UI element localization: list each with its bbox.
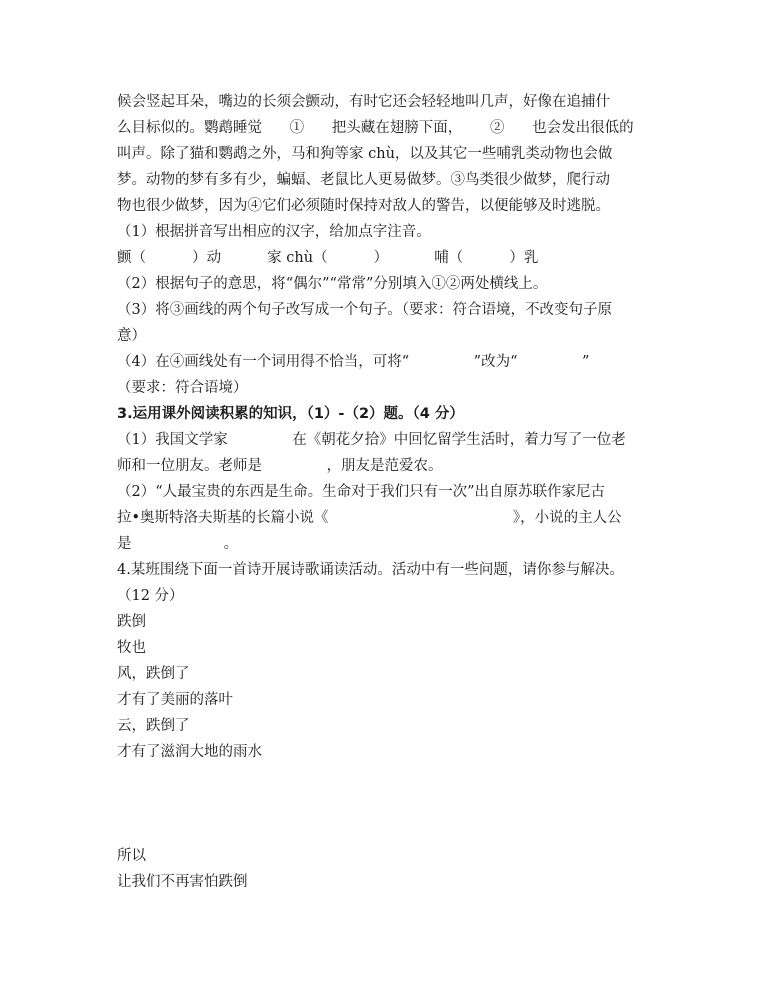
q3-sub2-line2: 拉•奥斯特洛夫斯基的长篇小说《 》，小说的主人公: [117, 510, 622, 526]
q2-sub3-prompt-line1: （3）将③画线的两个句子改写成一个句子。（要求：符合语境，不改变句子原: [117, 302, 612, 318]
poem-closing-line-2: 让我们不再害怕跌倒: [117, 874, 248, 890]
poem-line-3: 云，跌倒了: [117, 718, 190, 734]
q4-heading-line1: 4.某班围绕下面一首诗开展诗歌诵读活动。活动中有一些问题，请你参与解决。: [117, 562, 624, 578]
poem-author: 牧也: [117, 640, 146, 656]
passage-line-1: 候会竖起耳朵，嘴边的长须会颤动，有时它还会轻轻地叫几声，好像在追捕什: [117, 94, 610, 110]
q2-sub4-prompt-line1: （4）在④画线处有一个词用得不恰当，可将“ ”改为“ ”: [117, 354, 590, 370]
q2-sub1-blanks: 颤（ ）动 家 chù（ ） 哺（ ）乳: [117, 250, 539, 266]
passage-line-2: 么目标似的。鹦鹉睡觉 ① 把头藏在翅膀下面， ② 也会发出很低的: [117, 120, 634, 136]
passage-line-5: 物也很少做梦，因为④它们必须随时保持对敌人的警告，以便能够及时逃脱。: [117, 198, 610, 214]
q3-sub2-line1: （2）“人最宝贵的东西是生命。生命对于我们只有一次”出自原苏联作家尼古: [117, 484, 606, 500]
passage-line-3: 叫声。除了猫和鹦鹉之外，马和狗等家 chù，以及其它一些哺乳类动物也会做: [117, 146, 613, 162]
poem-line-4: 才有了滋润大地的雨水: [117, 744, 262, 760]
q2-sub1-prompt: （1）根据拼音写出相应的汉字，给加点字注音。: [117, 224, 431, 240]
q4-heading-line2: （12 分）: [117, 588, 184, 604]
q3-sub1-line2: 师和一位朋友。老师是 ，朋友是范爱农。: [117, 458, 443, 474]
poem-title: 跌倒: [117, 614, 146, 630]
q2-sub4-prompt-line2: （要求：符合语境）: [117, 380, 248, 396]
poem-line-2: 才有了美丽的落叶: [117, 692, 233, 708]
q3-sub1-line1: （1）我国文学家 在《朝花夕拾》中回忆留学生活时，着力写了一位老: [117, 432, 626, 448]
q2-sub3-prompt-line2: 意）: [117, 328, 146, 344]
q3-sub2-line3: 是 。: [117, 536, 239, 552]
poem-line-1: 风，跌倒了: [117, 666, 190, 682]
poem-closing-line-1: 所以: [117, 848, 146, 864]
q2-sub2-prompt: （2）根据句子的意思，将“偶尔”“常常”分别填入①②两处横线上。: [117, 276, 548, 292]
q3-heading: 3.运用课外阅读积累的知识，（1）-（2）题。（4 分）: [117, 406, 464, 422]
passage-line-4: 梦。动物的梦有多有少，蝙蝠、老鼠比人更易做梦。③鸟类很少做梦，爬行动: [117, 172, 610, 188]
